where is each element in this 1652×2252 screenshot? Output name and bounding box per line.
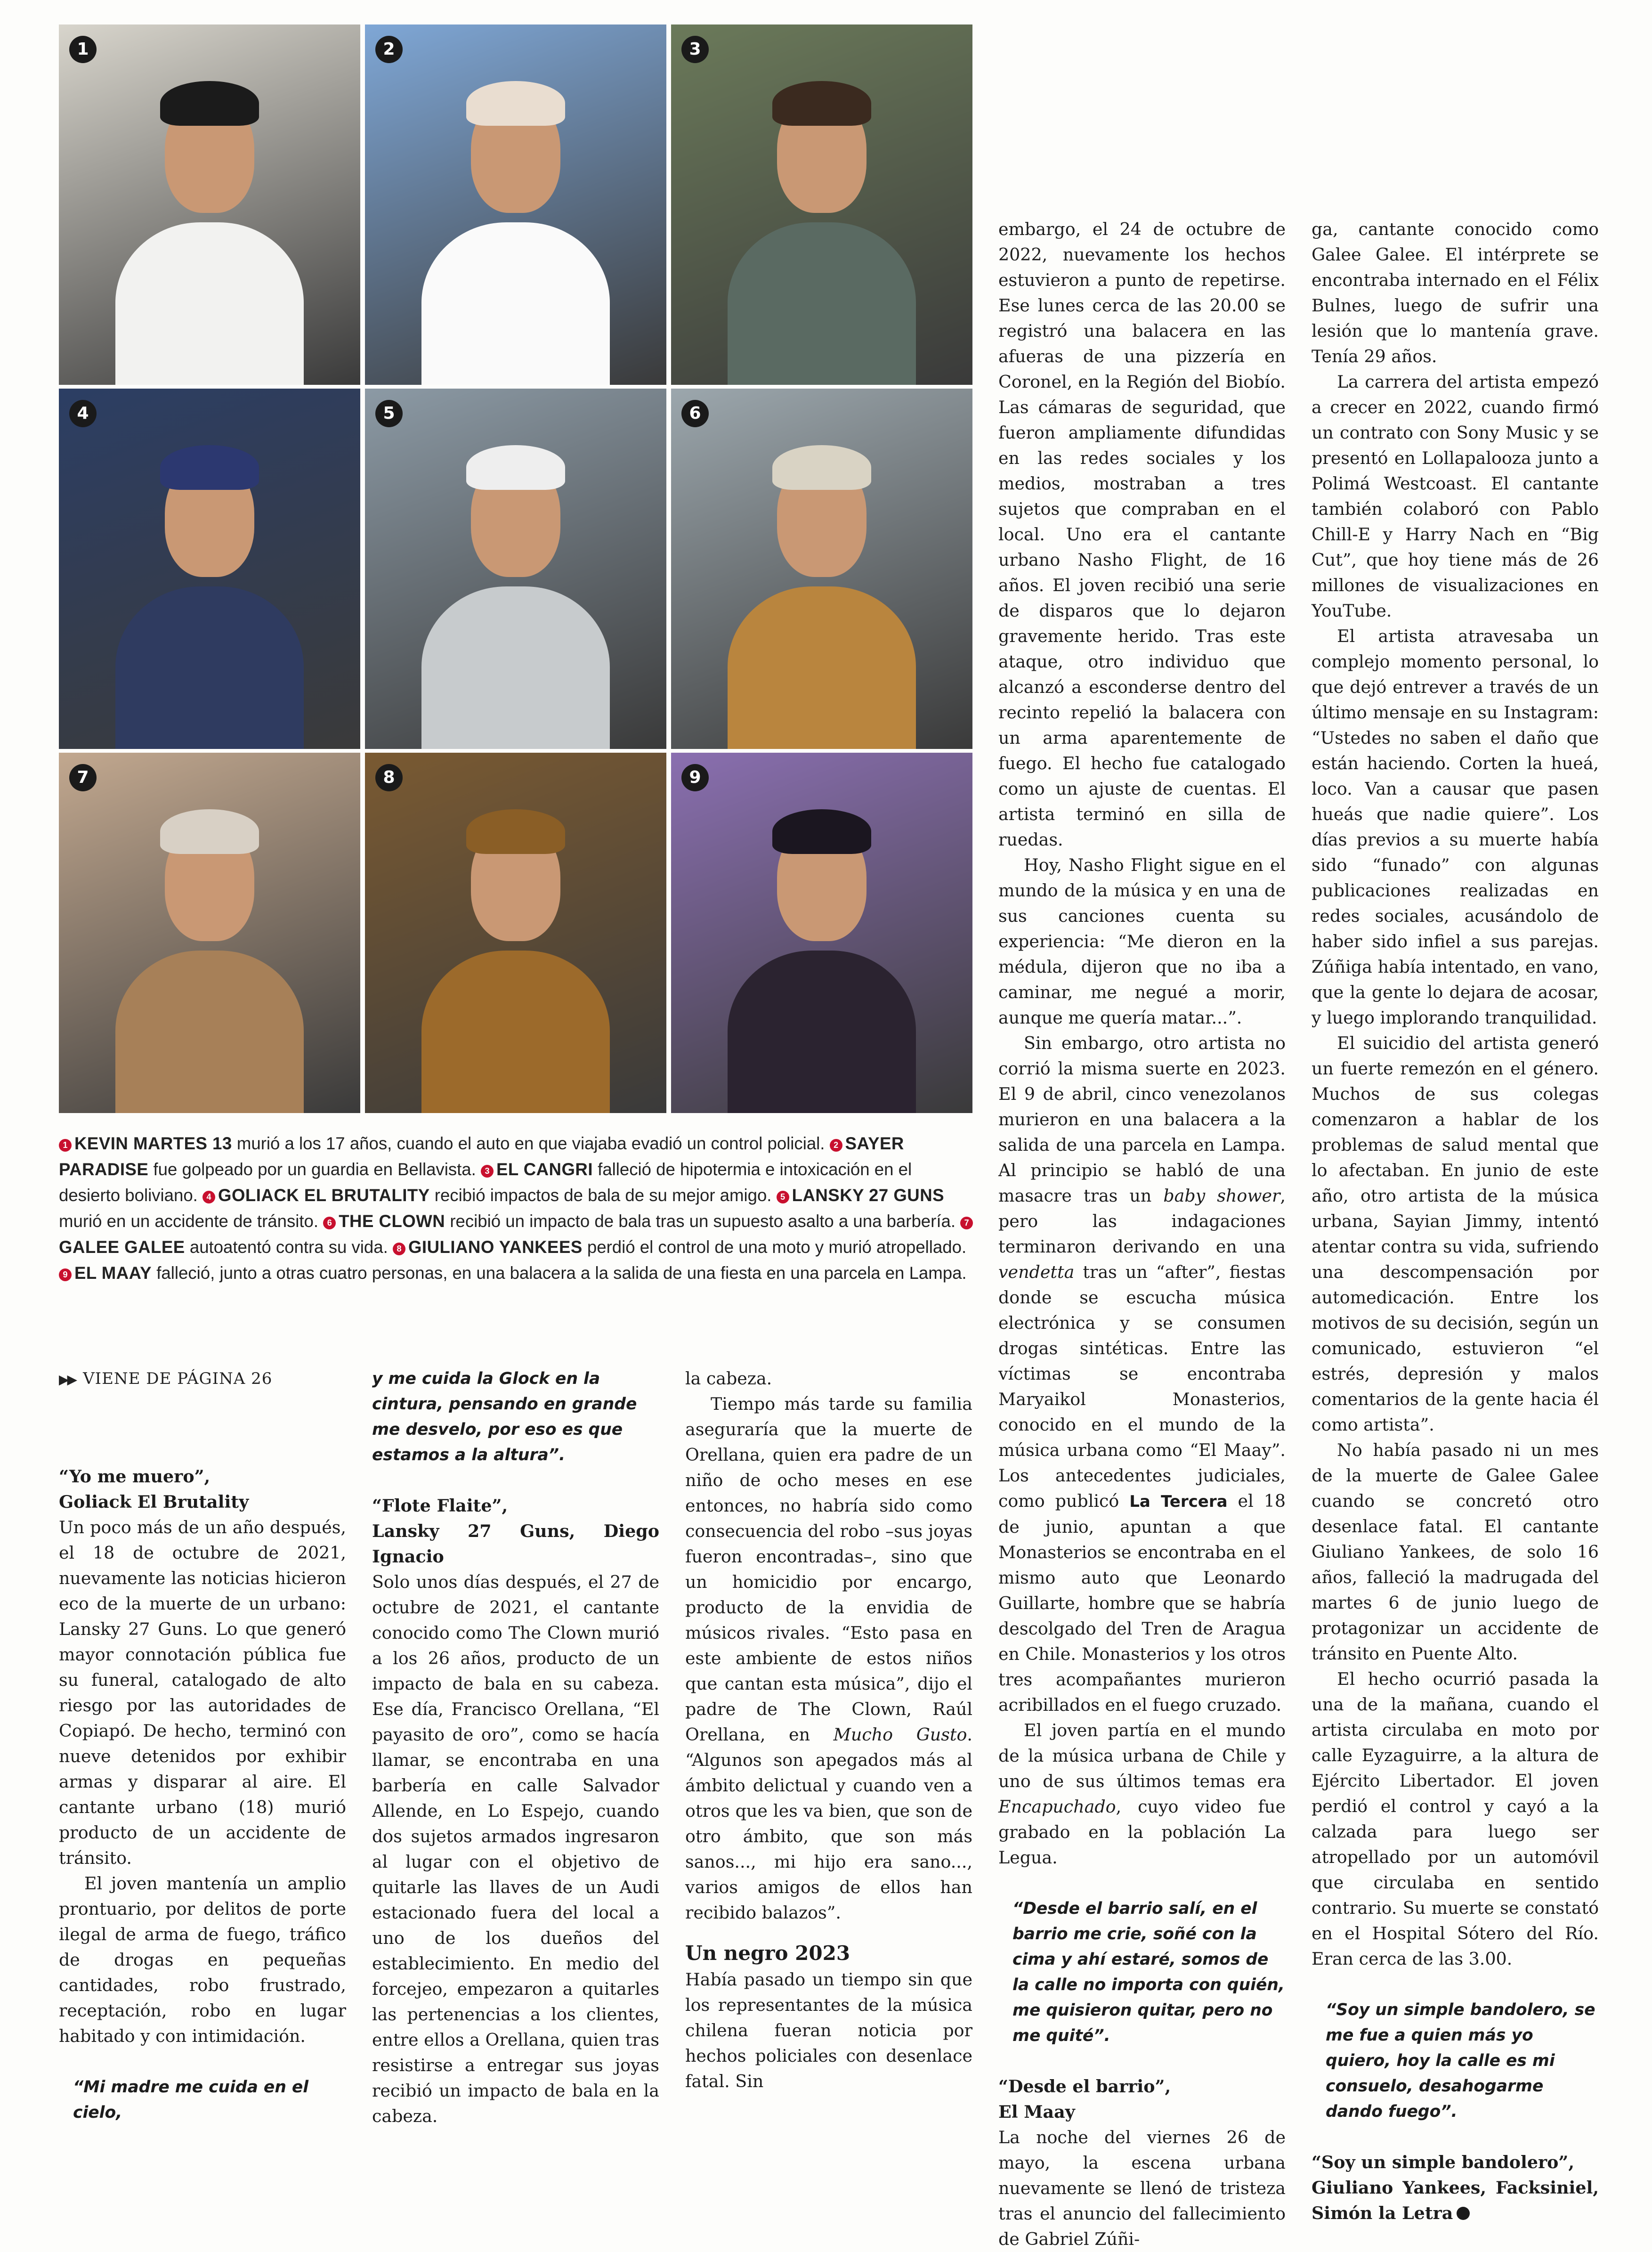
artist-photo — [671, 753, 972, 1113]
caption-number-badge: 4 — [202, 1191, 215, 1203]
paragraph: El hecho ocurrió pasada la una de la mañana, cuando el artista circulaba en moto por calle Eyzaguirre, a la altura de Ejército Libertador. El joven perdió el control y cayó a la calzada para luego ser atropellado por un automóvil que circulaba en sentido contrario. Su muerte se constató en el Hospital Sótero del Río. Eran cerca de las 3.00. — [1312, 1669, 1599, 1969]
publication-name: La Tercera — [1129, 1492, 1228, 1511]
caption-artist-name: LANSKY 27 GUNS — [792, 1186, 945, 1205]
paragraph: Solo unos días después, el 27 de octubre de 2021, el cantante conocido como The Clown murió a los 26 años, producto de un impacto de bala en su cabeza. Ese día, Francisco Orellana, “El payasito de oro”, como se hacía llamar, se encontraba en una barbería en calle Salvador Allende, en Lo Espejo, cuando dos sujetos armados ingresaron al lugar con el objetivo de quitarle las llaves de un Audi estacionado fuera del local a uno de los dueños del establecimiento. En medio del forcejeo, empezaron a quitarles las pertenencias a los clientes, entre ellos a Orellana, quien tras resistirse a entregar sus joyas recibió un impacto de bala en la cabeza. — [372, 1572, 659, 2126]
subhead-artist: Giuliano Yankees, Facksiniel, Simón la Letra — [1312, 2178, 1599, 2223]
caption-artist-name: GALEE GALEE — [59, 1237, 185, 1257]
subhead-title: “Desde el barrio”, — [998, 2076, 1171, 2097]
figure-hair — [772, 445, 871, 490]
figure-torso — [115, 951, 304, 1113]
caption-text: murió en un accidente de tránsito. — [59, 1211, 324, 1231]
paragraph: embargo, el 24 de octubre de 2022, nuevamente los hechos estuvieron a punto de repetirse. Ese lunes cerca de las 20.00 se registró una balacera en las afueras de una pizzería en Coronel, en la Región del Biobío. Las cámaras de seguridad, que fueron ampliamente difundidas en las redes sociales y los medios, mostraban a tres sujetos que compraban en el local. Uno era el cantante urbano Nasho Flight, de 16 años. El joven recibió una serie de disparos que lo dejaron gravemente herido. Tras este ataque, otro individuo que alcanzó a esconderse dentro del recinto repelió la balacera con un arma aparentemente de fuego. El hecho fue catalogado como un ajuste de cuentas. El artista terminó en silla de ruedas. — [998, 219, 1286, 850]
caption-number-badge: 2 — [830, 1139, 842, 1152]
caption-artist-name: GOLIACK EL BRUTALITY — [218, 1186, 430, 1205]
caption-text: recibió impactos de bala de su mejor amigo. — [429, 1186, 777, 1205]
caption-text: falleció de hipotermia e intoxicación en el desierto boliviano. — [59, 1160, 912, 1205]
paragraph: Un poco más de un año después, el 18 de octubre de 2021, nuevamente las noticias hicieron eco de la muerte de un urbano: Lansky 27 Guns. Lo que generó mayor connotación pública fue su funeral, catalogado de alto riesgo por las autoridades de Copiapó. De hecho, terminó con nueve detenidos por exhibir armas y disparar al aire. El cantante urbano (18) murió producto de un accidente de tránsito. — [59, 1517, 346, 1868]
subhead-title: “Soy un simple bandolero”, — [1312, 2152, 1575, 2172]
figure-hair — [466, 81, 565, 126]
paragraph: ga, cantante conocido como Galee Galee. El intérprete se encontraba internado en el Félix Bulnes, luego de sufrir una lesión que lo mantenía grave. Tenía 29 años. — [1312, 219, 1599, 366]
figure-hair — [772, 809, 871, 854]
article-column-5 — [1312, 217, 1599, 2226]
figure-hair — [466, 809, 565, 854]
paragraph: La carrera del artista empezó a crecer en 2022, cuando firmó un contrato con Sony Music y se presentó en Lollapalooza junto a Polimá Westcoast. El cantante también colaboró con Pablo Chill-E y Harry Nach en “Big Cut”, que hoy tiene más de 26 millones de visualizaciones en YouTube. — [1312, 372, 1599, 621]
caption-artist-name: THE CLOWN — [339, 1211, 445, 1231]
paragraph: El joven mantenía un amplio prontuario, por delitos de porte ilegal de arma de fuego, tráfico de drogas en pequeñas cantidades, robo frustrado, receptación, robo en lugar habitado y con intimidación. — [59, 1873, 346, 2046]
artist-photo — [365, 389, 666, 749]
subhead-artist: Lansky 27 Guns, Diego Ignacio — [372, 1521, 659, 1567]
continued-from-label: VIENE DE PÁGINA 26 — [83, 1369, 273, 1388]
end-mark-icon — [1457, 2207, 1470, 2220]
photo-caption — [59, 1130, 977, 1286]
photo-number-badge: 8 — [375, 764, 403, 791]
arrow-icon: ▶▶ — [59, 1372, 76, 1387]
photo-number-badge: 3 — [681, 36, 709, 63]
paragraph: El suicidio del artista generó un fuerte remezón en el género. Muchos de sus colegas comenzaron a hablar de los problemas de salud mental que lo afectaban. En junio de este año, otro artista de la música urbana, Sayian Jimmy, intentó atentar contra su vida, sufriendo una descompensación por automedicación. Entre los motivos de su decisión, según un comunicado, estuvieron “el estrés, depresión y malos comentarios de la gente hacia él como artista”. — [1312, 1033, 1599, 1435]
photo-number-badge: 5 — [375, 400, 403, 427]
section-heading: Un negro 2023 — [685, 1942, 850, 1965]
figure-torso — [728, 586, 916, 749]
paragraph: La noche del viernes 26 de mayo, la escena urbana nuevamente se llenó de tristeza tras el anuncio del fallecimiento de Gabriel Zúñi- — [998, 2127, 1286, 2249]
caption-artist-name: EL CANGRI — [496, 1160, 593, 1179]
caption-text: murió a los 17 años, cuando el auto en que viajaba evadió un control policial. — [232, 1134, 830, 1153]
pull-quote-part: “Mi madre me cuida en el cielo, — [73, 2078, 309, 2122]
photo-number-badge: 7 — [69, 764, 97, 791]
artist-photo — [671, 389, 972, 749]
figure-torso — [421, 951, 610, 1113]
paragraph: El joven partía en el mundo de la música urbana de Chile y uno de sus últimos temas era Encapuchado, cuyo video fue grabado en la población La Legua. — [998, 1720, 1286, 1868]
subhead-artist: El Maay — [998, 2102, 1075, 2122]
caption-text: autoatentó contra su vida. — [185, 1237, 393, 1257]
caption-artist-name: GIULIANO YANKEES — [408, 1237, 583, 1257]
photo-number-badge: 2 — [375, 36, 403, 63]
paragraph: No había pasado ni un mes de la muerte de Galee Galee cuando se concretó otro desenlace fatal. El cantante Giuliano Yankees, de solo 16 años, falleció la madrugada del martes 6 de junio luego de protagonizar un accidente de tránsito en Puente Alto. — [1312, 1440, 1599, 1664]
caption-number-badge: 1 — [59, 1139, 72, 1152]
figure-torso — [728, 951, 916, 1113]
continued-from — [59, 1366, 346, 1392]
subhead-artist: Goliack El Brutality — [59, 1492, 249, 1512]
photo-number-badge: 4 — [69, 400, 97, 427]
caption-artist-name: EL MAAY — [74, 1263, 152, 1283]
caption-number-badge: 9 — [59, 1268, 72, 1281]
photo-number-badge: 1 — [69, 36, 97, 63]
article-column-2 — [372, 1366, 659, 2129]
caption-text: fue golpeado por un guardia en Bellavista. — [148, 1160, 481, 1179]
figure-torso — [115, 222, 304, 385]
figure-torso — [115, 586, 304, 749]
paragraph: El artista atravesaba un complejo momento personal, lo que dejó entrever a través de un último mensaje en su Instagram: “Ustedes no saben el daño que están haciendo. Corten la hueá, loco. Van a causar que pasen hueás que nadie quiere”. Los días previos a su muerte había sido “funado” con algunas publicaciones realizadas en redes sociales, acusándolo de haber sido infiel a sus parejas. Zúñiga había intentado, en vano, que la gente lo dejara de acosar, y luego implorando tranquilidad. — [1312, 626, 1599, 1028]
subhead-title: “Flote Flaite”, — [372, 1496, 508, 1516]
figure-hair — [466, 445, 565, 490]
caption-text: falleció, junto a otras cuatro personas, en una balacera a la salida de una fiesta en una parcela en Lampa. — [152, 1263, 967, 1283]
figure-hair — [772, 81, 871, 126]
subhead-title: “Yo me muero”, — [59, 1466, 211, 1487]
figure-torso — [728, 222, 916, 385]
caption-number-badge: 6 — [323, 1217, 336, 1229]
caption-text: perdió el control de una moto y murió atropellado. — [582, 1237, 967, 1257]
figure-torso — [421, 222, 610, 385]
paragraph: Tiempo más tarde su familia aseguraría que la muerte de Orellana, quien era padre de un niño de ocho meses en ese entonces, no habría sido como consecuencia del robo –sus joyas fueron encontradas–, sino que un homicidio por encargo, producto de la envidia de músicos rivales. “Esto pasa en este ambiente de estos niños que cantan esta música”, dijo el padre de The Clown, Raúl Orellana, en Mucho Gusto. “Algunos son apegados más al ámbito delictual y cuando ven a otros que les va bien, que son de otro ámbito, que son más sanos..., mi hijo era sano..., varios amigos de ellos han recibido balazos”. — [685, 1394, 972, 1923]
pull-quote-tail: y me cuida la Glock en la cintura, pensando en grande me desvelo, por eso es que estamos a la altura”. — [372, 1369, 637, 1464]
artist-photo — [365, 24, 666, 385]
caption-text: recibió un impacto de bala tras un supuesto asalto a una barbería. — [445, 1211, 961, 1231]
article-column-3 — [685, 1366, 972, 2094]
photo-number-badge: 6 — [681, 400, 709, 427]
artist-photo — [59, 24, 360, 385]
artist-photo — [59, 389, 360, 749]
figure-hair — [160, 81, 259, 126]
photo-number-badge: 9 — [681, 764, 709, 791]
pull-quote-continues — [59, 2074, 346, 2227]
caption-number-badge: 7 — [960, 1217, 973, 1229]
paragraph: Había pasado un tiempo sin que los representantes de la música chilena fueran noticia por hechos policiales con desenlace fatal. Sin — [685, 1969, 972, 2091]
paragraph: Hoy, Nasho Flight sigue en el mundo de la música y en una de sus canciones cuenta su experiencia: “Me dieron en la médula, dijeron que no iba a caminar, me negué a morir, aunque me quería matar...”. — [998, 855, 1286, 1028]
caption-artist-name: KEVIN MARTES 13 — [74, 1134, 232, 1153]
figure-torso — [421, 586, 610, 749]
tv-show-name: Mucho Gusto — [833, 1724, 967, 1745]
caption-number-badge: 5 — [777, 1191, 789, 1203]
pull-quote: “Desde el barrio salí, en el barrio me crie, soñé con la cima y ahí estaré, somos de la calle no importa con quién, me quisieron quitar, pero no me quité”. — [1012, 1899, 1285, 2045]
artist-photo — [365, 753, 666, 1113]
figure-hair — [160, 445, 259, 490]
paragraph: la cabeza. — [685, 1368, 772, 1389]
caption-artist-name: SAYER PARADISE — [59, 1134, 904, 1179]
figure-hair — [160, 809, 259, 854]
caption-number-badge: 8 — [393, 1243, 405, 1255]
artist-photo — [59, 753, 360, 1113]
song-title: Encapuchado — [998, 1797, 1116, 1817]
caption-number-badge: 3 — [481, 1165, 494, 1178]
article-column-4 — [998, 217, 1286, 2252]
paragraph: Sin embargo, otro artista no corrió la misma suerte en 2023. El 9 de abril, cinco venezolanos murieron en una balacera a la salida de una parcela en Lampa. Al principio se habló de una masacre tras un baby shower, pero las indagaciones terminaron derivando en una vendetta tras un “after”, fiestas donde se escucha música electrónica y se consumen drogas sintéticas. Entre las víctimas se encontraba Maryaikol Monasterios, conocido en el mundo de la música urbana como “El Maay”. Los antecedentes judiciales, como publicó La Tercera el 18 de junio, apuntan a que Monasterios se encontraba en el mismo auto que Leonardo Guillarte, hombre que se habría descolgado del Tren de Aragua en Chile. Monasterios y los otros tres acompañantes murieron acribillados en el fuego cruzado. — [998, 1033, 1286, 1715]
pull-quote: “Soy un simple bandolero, se me fue a quien más yo quiero, hoy la calle es mi consuelo, desahogarme dando fuego”. — [1326, 2000, 1595, 2121]
article-column-1 — [59, 1366, 346, 2227]
artist-photo — [671, 24, 972, 385]
photo-grid — [59, 24, 974, 1113]
